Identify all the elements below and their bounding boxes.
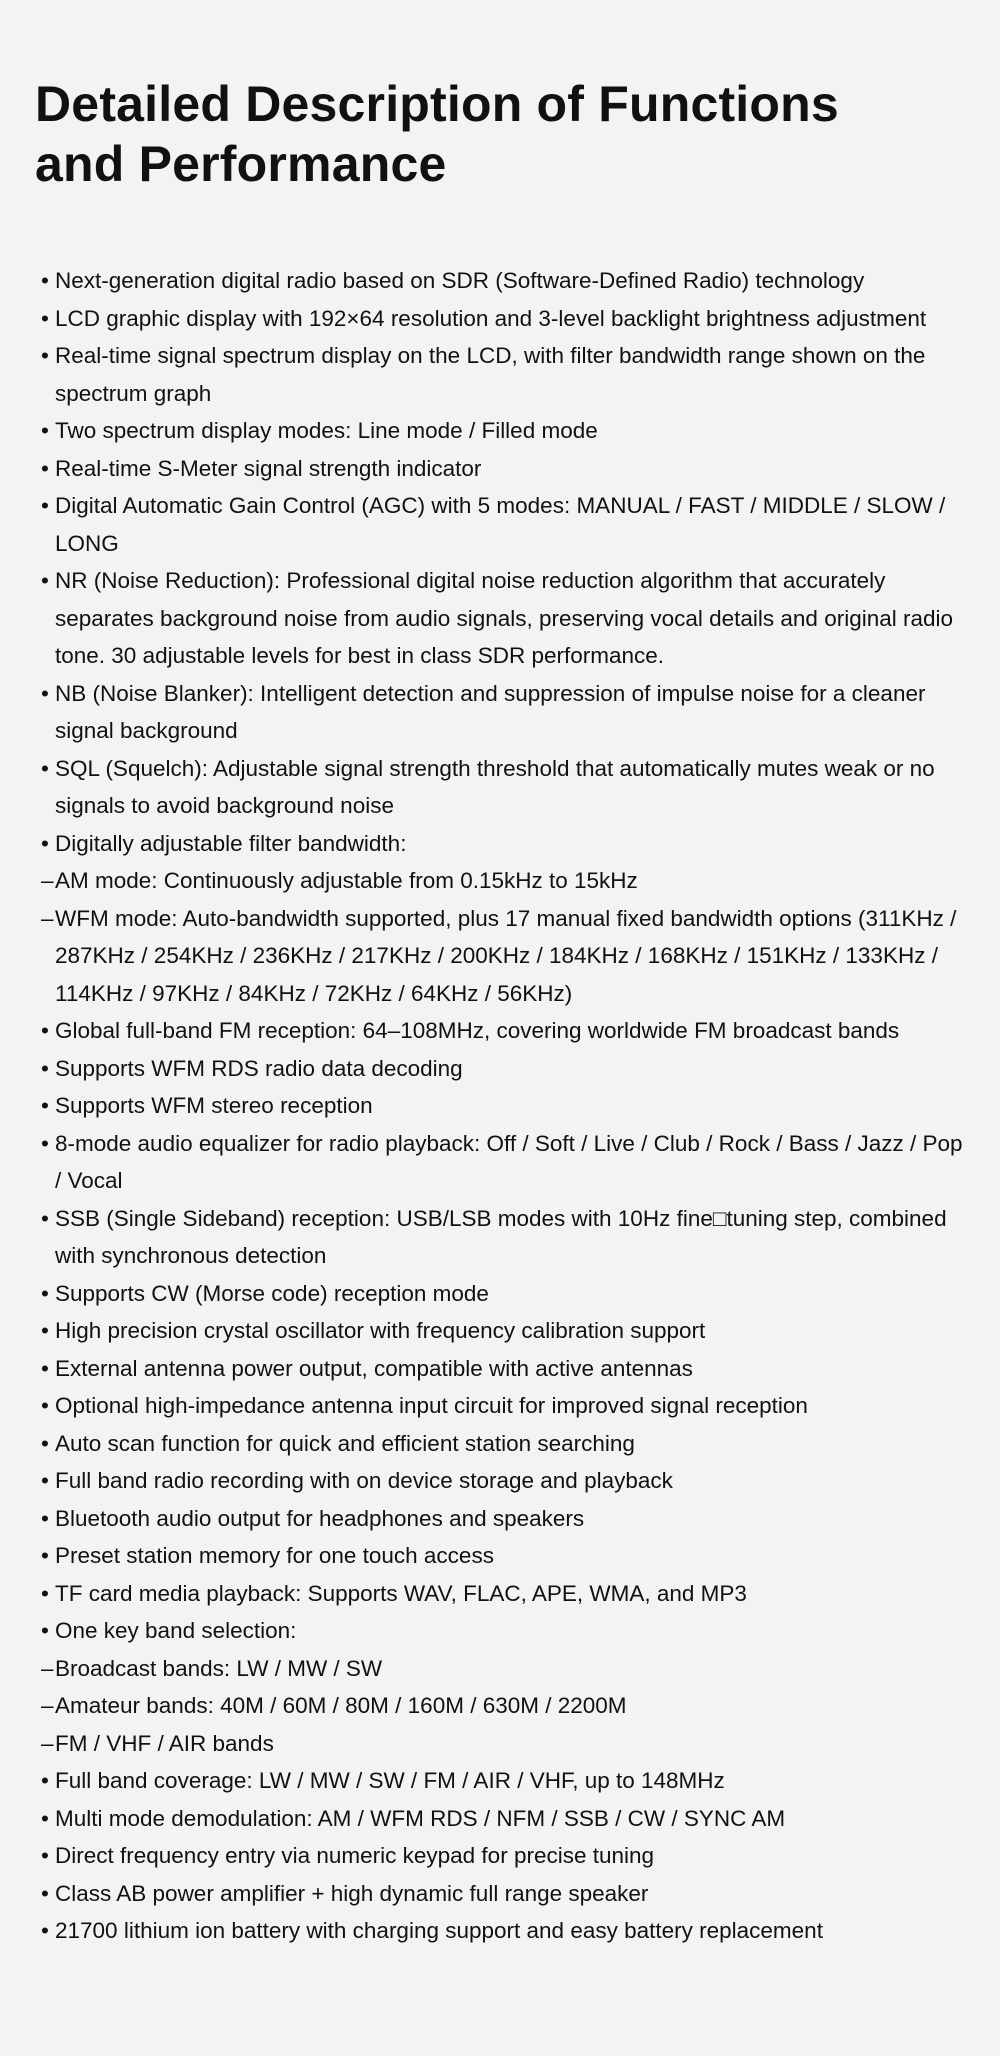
page-title-line: and Performance xyxy=(35,136,447,192)
feature-text: Full band coverage: LW / MW / SW / FM / AIR / VHF, up to 148MHz xyxy=(55,1768,725,1793)
feature-text: High precision crystal oscillator with frequency calibration support xyxy=(55,1318,706,1343)
bullet-marker: • xyxy=(41,343,49,368)
dash-marker: – xyxy=(41,905,54,931)
bullet-marker: • xyxy=(41,830,49,856)
bullet-marker: • xyxy=(41,1280,49,1306)
feature-text: Auto scan function for quick and efficient station searching xyxy=(55,1430,635,1456)
feature-item xyxy=(41,1575,971,1613)
dash-marker: – xyxy=(41,1655,54,1681)
bullet-marker: • xyxy=(41,1055,49,1081)
feature-item xyxy=(41,337,971,412)
bullet-marker: • xyxy=(41,680,49,706)
feature-text: Next-generation digital radio based on SDR (Software-Defined Radio) technology xyxy=(55,268,865,293)
feature-text: Real-time S-Meter signal strength indicator xyxy=(55,455,482,481)
feature-item xyxy=(41,1050,971,1088)
feature-text: 8-mode audio equalizer for radio playback: Off / Soft / Live / Club / Rock / Bass / Jazz / Pop / Vocal xyxy=(55,1130,963,1193)
feature-item xyxy=(41,1275,971,1313)
bullet-marker: • xyxy=(41,1805,49,1831)
bullet-marker: • xyxy=(41,755,49,781)
dash-marker: – xyxy=(41,868,54,893)
bullet-marker: • xyxy=(41,1318,49,1343)
bullet-marker: • xyxy=(41,418,49,443)
feature-item xyxy=(41,262,971,300)
feature-text: Full band radio recording with on device storage and playback xyxy=(55,1468,673,1493)
bullet-marker: • xyxy=(41,493,49,518)
feature-item xyxy=(41,412,971,450)
bullet-marker: • xyxy=(41,1843,49,1868)
feature-text: Real-time signal spectrum display on the LCD, with filter bandwidth range shown on the spectrum graph xyxy=(55,343,926,406)
feature-text: WFM mode: Auto-bandwidth supported, plus 17 manual fixed bandwidth options (311KHz / 287KHz / 254KHz / 236KHz / 217KHz / 200KHz / 184KHz / 168KHz / 151KHz / 133KHz / 114KHz / 97KHz / 84KHz / 72KHz / 64KHz / 56KHz) xyxy=(55,905,957,1006)
feature-text: Global full-band FM reception: 64–108MHz, covering worldwide FM broadcast bands xyxy=(55,1018,900,1043)
bullet-marker: • xyxy=(41,305,49,331)
feature-item xyxy=(41,1312,971,1350)
feature-item xyxy=(41,1200,971,1275)
bullet-marker: • xyxy=(41,455,49,481)
feature-item xyxy=(41,1462,971,1500)
feature-text: Optional high-impedance antenna input circuit for improved signal reception xyxy=(55,1393,808,1418)
bullet-marker: • xyxy=(41,1880,49,1906)
bullet-marker: • xyxy=(41,568,49,593)
feature-text: LCD graphic display with 192×64 resolution and 3-level backlight brightness adjustment xyxy=(55,305,927,331)
feature-text: NB (Noise Blanker): Intelligent detection and suppression of impulse noise for a cleaner signal background xyxy=(55,680,926,743)
bullet-marker: • xyxy=(41,1355,49,1381)
feature-item xyxy=(41,1837,971,1875)
feature-item xyxy=(41,1087,971,1125)
bullet-marker: • xyxy=(41,268,49,293)
feature-text: TF card media playback: Supports WAV, FLAC, APE, WMA, and MP3 xyxy=(55,1580,747,1606)
dash-marker: – xyxy=(41,1693,54,1718)
feature-item xyxy=(41,1875,971,1913)
feature-text: Amateur bands: 40M / 60M / 80M / 160M / 630M / 2200M xyxy=(55,1693,627,1718)
bullet-marker: • xyxy=(41,1618,49,1643)
feature-item xyxy=(41,1762,971,1800)
feature-text: SQL (Squelch): Adjustable signal strength threshold that automatically mutes weak or no signals to avoid background noise xyxy=(55,755,935,818)
feature-sub-item xyxy=(41,1650,971,1688)
feature-item xyxy=(41,1425,971,1463)
feature-item xyxy=(41,750,971,825)
feature-text: Bluetooth audio output for headphones and speakers xyxy=(55,1505,585,1531)
feature-text: Class AB power amplifier + high dynamic full range speaker xyxy=(55,1880,649,1906)
feature-text: External antenna power output, compatible with active antennas xyxy=(55,1355,693,1381)
feature-text: Digitally adjustable filter bandwidth: xyxy=(55,830,407,856)
dash-marker: – xyxy=(41,1730,54,1756)
feature-text: Broadcast bands: LW / MW / SW xyxy=(55,1655,383,1681)
feature-sub-item xyxy=(41,1687,971,1725)
feature-item xyxy=(41,1912,971,1950)
feature-text: NR (Noise Reduction): Professional digital noise reduction algorithm that accurately separates background noise from audio signals, preserving vocal details and original radio tone. 30 adjustable levels for best in class SDR performance. xyxy=(55,568,954,668)
bullet-marker: • xyxy=(41,1430,49,1456)
feature-text: Direct frequency entry via numeric keypad for precise tuning xyxy=(55,1843,655,1868)
feature-text: FM / VHF / AIR bands xyxy=(55,1730,274,1756)
feature-item xyxy=(41,1012,971,1050)
bullet-marker: • xyxy=(41,1505,49,1531)
bullet-marker: • xyxy=(41,1918,49,1943)
feature-item xyxy=(41,1125,971,1200)
bullet-marker: • xyxy=(41,1393,49,1418)
feature-item xyxy=(41,1350,971,1388)
feature-text: AM mode: Continuously adjustable from 0.15kHz to 15kHz xyxy=(55,868,638,893)
bullet-marker: • xyxy=(41,1093,49,1118)
feature-sub-item xyxy=(41,900,971,1013)
bullet-marker: • xyxy=(41,1580,49,1606)
feature-text: Multi mode demodulation: AM / WFM RDS / NFM / SSB / CW / SYNC AM xyxy=(55,1805,786,1831)
feature-item xyxy=(41,1800,971,1838)
feature-text: Supports CW (Morse code) reception mode xyxy=(55,1280,489,1306)
feature-item xyxy=(41,562,971,675)
feature-text: Supports WFM RDS radio data decoding xyxy=(55,1055,463,1081)
feature-text: Two spectrum display modes: Line mode / Filled mode xyxy=(55,418,598,443)
feature-item xyxy=(41,487,971,562)
feature-text: One key band selection: xyxy=(55,1618,297,1643)
feature-item xyxy=(41,1500,971,1538)
feature-sub-item xyxy=(41,862,971,900)
feature-item xyxy=(41,1612,971,1650)
feature-item xyxy=(41,1537,971,1575)
feature-text: SSB (Single Sideband) reception: USB/LSB modes with 10Hz fine□tuning step, combined with synchronous detection xyxy=(55,1205,947,1268)
feature-sub-item xyxy=(41,1725,971,1763)
page-title xyxy=(35,74,935,194)
page-title-line: Detailed Description of Functions xyxy=(35,76,839,132)
feature-item xyxy=(41,300,971,338)
feature-item xyxy=(41,1387,971,1425)
bullet-marker: • xyxy=(41,1768,49,1793)
bullet-marker: • xyxy=(41,1468,49,1493)
feature-text: 21700 lithium ion battery with charging support and easy battery replacement xyxy=(55,1918,823,1943)
bullet-marker: • xyxy=(41,1205,49,1231)
bullet-marker: • xyxy=(41,1018,49,1043)
feature-text: Digital Automatic Gain Control (AGC) with 5 modes: MANUAL / FAST / MIDDLE / SLOW / LONG xyxy=(55,493,946,556)
feature-item xyxy=(41,825,971,863)
bullet-marker: • xyxy=(41,1130,49,1156)
bullet-marker: • xyxy=(41,1543,49,1568)
feature-item xyxy=(41,450,971,488)
feature-list xyxy=(41,262,971,1950)
feature-text: Supports WFM stereo reception xyxy=(55,1093,373,1118)
feature-item xyxy=(41,675,971,750)
feature-text: Preset station memory for one touch access xyxy=(55,1543,494,1568)
